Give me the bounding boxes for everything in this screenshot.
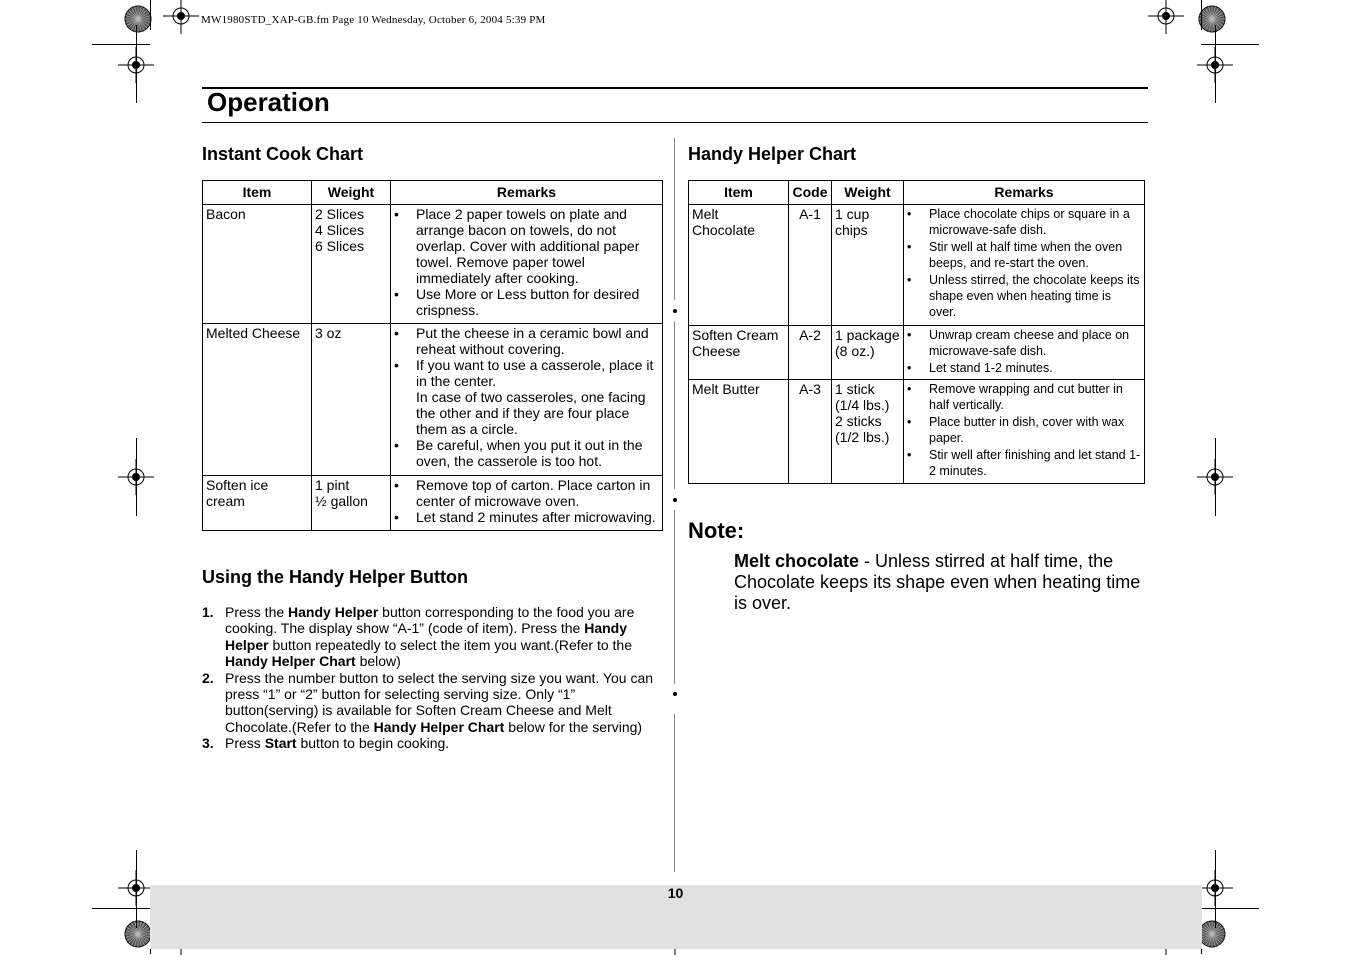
bold-term: Start <box>264 735 297 752</box>
weight-cell <box>832 326 904 380</box>
trim-line <box>1201 44 1259 45</box>
trim-line <box>92 44 150 45</box>
item-cell: Melted Cheese <box>203 324 312 476</box>
bold-term: Handy Helper <box>288 604 379 620</box>
remarks-list <box>907 381 1141 479</box>
weight-cell <box>832 205 904 326</box>
column-header: Weight <box>312 181 391 205</box>
column-header: Remarks <box>391 181 663 205</box>
step-text: Press <box>225 735 265 752</box>
note-body <box>734 551 1154 614</box>
remarks-list <box>394 325 659 469</box>
item-cell: Soften ice cream <box>203 476 312 531</box>
trim-line <box>150 0 151 30</box>
table-row <box>203 476 663 531</box>
handy-helper-table <box>688 180 1145 484</box>
weight-value: 1 stick (1/4 lbs.) <box>835 381 890 413</box>
step-number: 2. <box>202 669 214 686</box>
trim-line <box>1201 908 1259 909</box>
weight-value: 1 cup chips <box>835 206 870 238</box>
title-rule-top <box>202 87 1148 89</box>
note-text: - Unless stirred at half time, the Chocolate keeps its shape even when heating time is over. <box>734 551 1141 613</box>
step-text: button to begin cooking. <box>296 735 450 752</box>
weight-cell <box>312 476 391 531</box>
weight-value: 2 sticks (1/2 lbs.) <box>835 413 890 445</box>
divider-dot <box>673 498 677 502</box>
remark-item: • Let stand 2 minutes after microwaving. <box>394 509 659 525</box>
column-divider <box>674 321 675 489</box>
instruction-steps <box>202 604 662 752</box>
remark-item: • Stir well after finishing and let stand 1-2 minutes. <box>907 447 1141 479</box>
remark-item: • Place butter in dish, cover with wax paper. <box>907 414 1141 446</box>
column-header: Item <box>203 181 312 205</box>
column-header: Remarks <box>904 181 1145 205</box>
table-row <box>689 205 1145 326</box>
weight-value: 3 oz <box>315 325 342 341</box>
column-header: Weight <box>832 181 904 205</box>
step-text: button corresponding to the food you are cooking. The display show “A-1” (code of item). Press the <box>225 604 635 637</box>
column-header: Item <box>689 181 789 205</box>
remarks-list <box>394 206 659 318</box>
column-divider <box>674 510 675 684</box>
code-cell: A-1 <box>789 205 832 326</box>
color-bar-circle-icon <box>123 919 153 949</box>
weight-value: 4 Slices <box>315 222 365 238</box>
page-title: Operation <box>207 87 330 117</box>
divider-dot <box>673 309 677 313</box>
remarks-list <box>907 206 1141 320</box>
trim-line <box>136 438 137 516</box>
bold-term: Handy Helper Chart <box>225 653 356 670</box>
instant-cook-table <box>202 180 663 531</box>
item-cell: Melt Chocolate <box>689 205 789 326</box>
remarks-cell <box>904 205 1145 326</box>
table-row <box>689 326 1145 380</box>
remarks-list <box>394 477 659 525</box>
remark-item: • If you want to use a casserole, place it in the center. <box>394 357 659 389</box>
step-item <box>202 604 662 670</box>
weight-value: ½ gallon <box>315 493 368 509</box>
column-divider <box>674 714 675 872</box>
table-row <box>203 205 663 324</box>
remark-item: In case of two casseroles, one facing the other and if they are four place them as a circle. <box>416 389 646 437</box>
step-item <box>202 670 662 736</box>
step-number: 1. <box>202 604 214 620</box>
weight-value: 2 Slices <box>315 206 365 222</box>
remark-item: • Remove top of carton. Place carton in center of microwave oven. <box>394 477 659 509</box>
step-text: below for the serving) <box>504 718 643 735</box>
step-number: 3. <box>202 735 214 752</box>
trim-line <box>1215 438 1216 516</box>
weight-cell <box>312 324 391 476</box>
remarks-cell <box>391 205 663 324</box>
weight-cell <box>832 380 904 484</box>
remarks-cell <box>904 380 1145 484</box>
bold-term: Handy Helper Chart <box>373 718 505 735</box>
remarks-list <box>907 327 1141 376</box>
remark-item: • Be careful, when you put it out in the oven, the casserole is too hot. <box>394 437 659 469</box>
trim-line <box>1201 0 1202 30</box>
weight-cell <box>312 205 391 324</box>
remark-item: • Unless stirred, the chocolate keeps its shape even when heating time is over. <box>907 272 1141 320</box>
remark-item: • Remove wrapping and cut butter in half vertically. <box>907 381 1141 413</box>
table-row <box>203 324 663 476</box>
table-row <box>689 380 1145 484</box>
using-handy-helper-title: Using the Handy Helper Button <box>202 567 469 587</box>
table-header-row <box>203 181 663 205</box>
step-item <box>202 735 662 751</box>
step-text: button repeatedly to select the item you want.(Refer to the <box>268 636 633 653</box>
remark-item: • Unwrap cream cheese and place on microwave-safe dish. <box>907 327 1141 359</box>
color-bar-circle-icon <box>123 4 153 34</box>
trim-line <box>1215 25 1216 103</box>
column-header: Code <box>789 181 832 205</box>
step-text: Press the <box>225 604 289 620</box>
weight-value: 1 pint <box>315 477 350 493</box>
step-text: below) <box>355 653 401 670</box>
remarks-cell <box>391 476 663 531</box>
handy-helper-title: Handy Helper Chart <box>688 144 857 164</box>
item-cell: Soften Cream Cheese <box>689 326 789 380</box>
column-divider <box>674 138 675 300</box>
remark-item: • Place chocolate chips or square in a microwave-safe dish. <box>907 206 1141 238</box>
item-cell: Melt Butter <box>689 380 789 484</box>
trim-line <box>92 908 150 909</box>
trim-line <box>136 25 137 103</box>
weight-value: 1 package (8 oz.) <box>835 327 900 359</box>
remark-item: • Use More or Less button for desired crispness. <box>394 286 659 318</box>
note-title: Note: <box>688 518 745 543</box>
remark-item: • Place 2 paper towels on plate and arrange bacon on towels, do not overlap. Cover with additional paper towel. Remove paper towel immediately after cooking. <box>394 206 659 286</box>
bold-term: Handy Helper <box>225 620 628 653</box>
table-header-row <box>689 181 1145 205</box>
remark-item: • Put the cheese in a ceramic bowl and reheat without covering. <box>394 325 659 357</box>
weight-value: 6 Slices <box>315 238 365 254</box>
step-text: Press the number button to select the serving size you want. You can press “1” or “2” button for selecting serving size. Only “1” button(serving) is available for Soften Cream Cheese and Melt Chocolate.(Refer to the <box>225 669 654 735</box>
instant-cook-title: Instant Cook Chart <box>202 144 364 164</box>
title-rule-bottom <box>202 122 1148 123</box>
item-cell: Bacon <box>203 205 312 324</box>
remark-item: • Stir well at half time when the oven beeps, and re-start the oven. <box>907 239 1141 271</box>
code-cell: A-3 <box>789 380 832 484</box>
remarks-cell <box>391 324 663 476</box>
page-number: 10 <box>667 885 684 901</box>
code-cell: A-2 <box>789 326 832 380</box>
divider-dot <box>673 692 677 696</box>
remarks-cell <box>904 326 1145 380</box>
file-meta: MW1980STD_XAP-GB.fm Page 10 Wednesday, October 6, 2004 5:39 PM <box>201 14 546 26</box>
remark-item: • Let stand 1-2 minutes. <box>907 360 1141 376</box>
note-lead: Melt chocolate <box>734 551 860 571</box>
